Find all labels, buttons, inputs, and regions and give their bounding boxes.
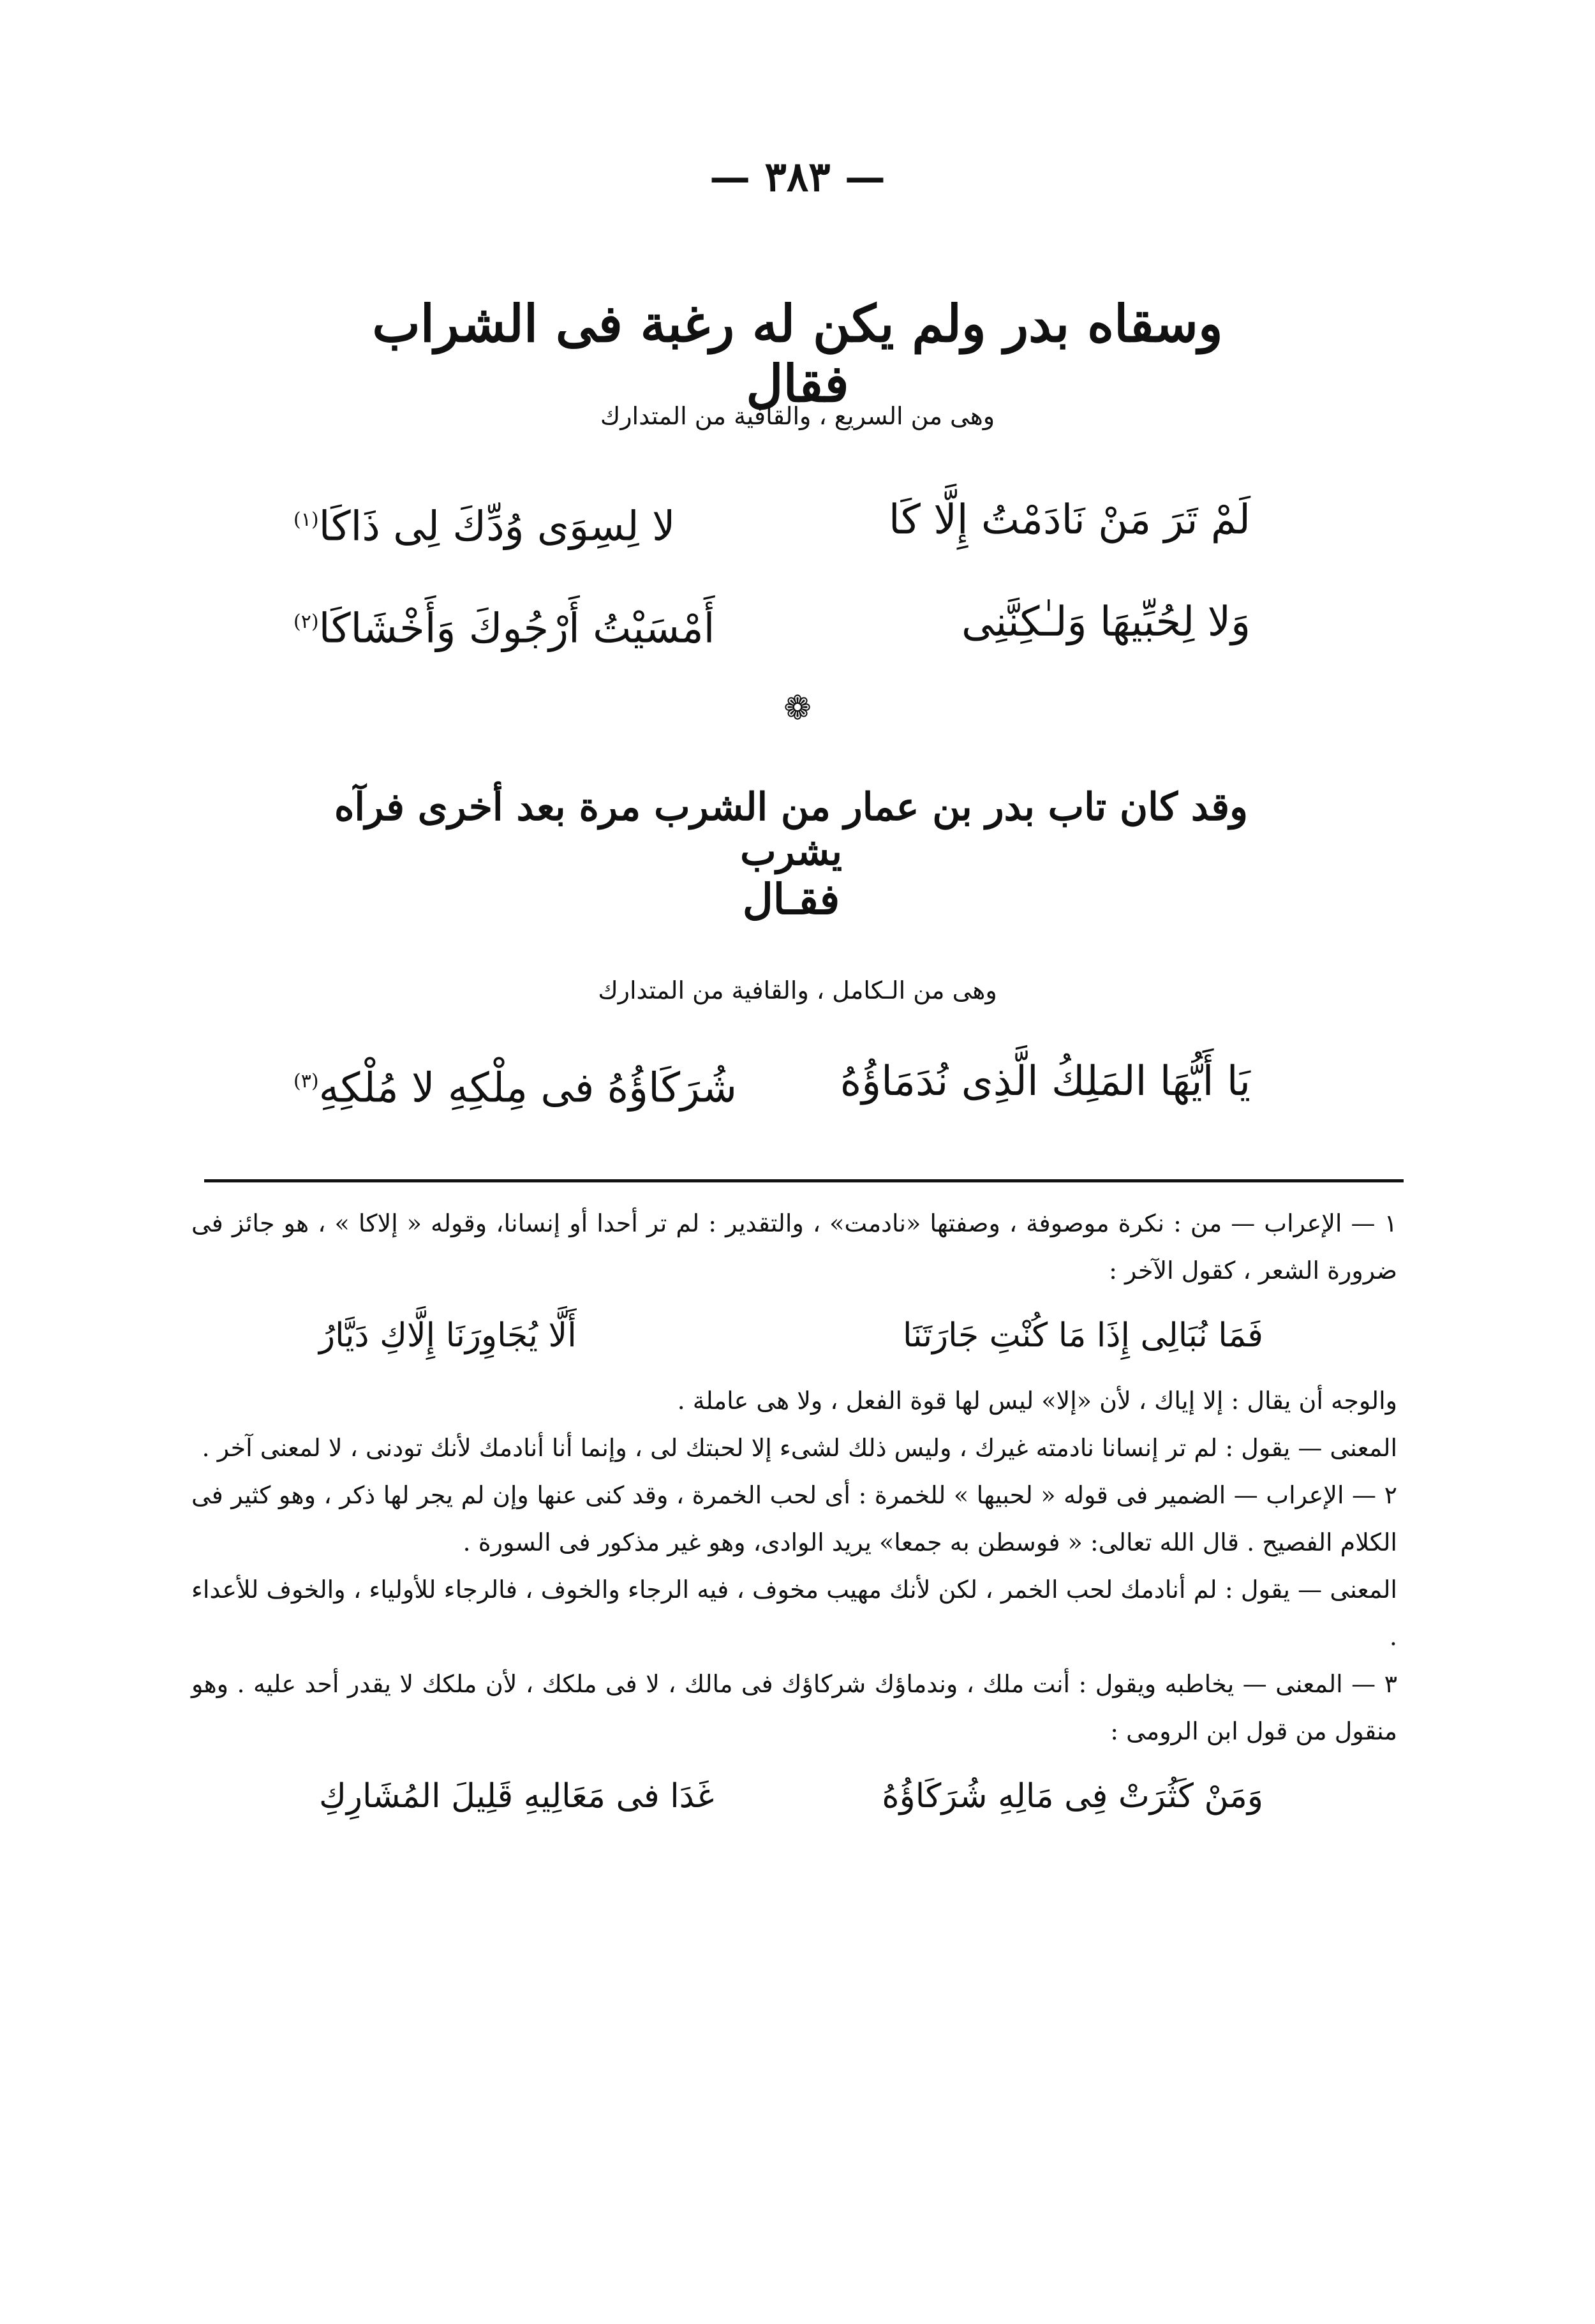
footnote-divider <box>204 1179 1404 1182</box>
poem-verse-2 <box>293 587 1250 657</box>
verse-hemistich: يَا أَيُّهَا المَلِكُ الَّذِى نُدَمَاؤُهُ <box>840 1058 1250 1105</box>
cited-verse <box>191 1755 1397 1838</box>
footnote-marker: (١) <box>293 509 319 531</box>
footnotes <box>191 1200 1397 1838</box>
footnote-marker: (٢) <box>293 611 319 633</box>
verse-hemistich: لَمْ تَرَ مَنْ نَادَمْتُ إِلَّا كَا <box>888 496 1250 544</box>
verse-hemistich: فَمَا نُبَالِى إِذَا مَا كُنْتِ جَارَتَنَا <box>903 1316 1263 1355</box>
meter-note: وهى من السريع ، والقافية من المتدارك <box>600 402 995 430</box>
poem-verse-1 <box>293 485 1250 555</box>
verse-hemistich: شُرَكَاؤُهُ فى مِلْكِهِ لا مُلْكِهِ$^{(٣)}$ <box>293 1064 737 1112</box>
footnote-paragraph: ٣ — المعنى — يخاطبه ويقول : أنت ملك ، وندماؤك شركاؤك فى مالك ، لا فى ملكك ، لأن ملكك لا يقدر أحد عليه . وهو منقول من قول ابن الرومى : <box>191 1670 1397 1745</box>
footnote-marker: (٣) <box>293 1070 319 1092</box>
meter-note: وهى من الـكامل ، والقافية من المتدارك <box>598 976 997 1004</box>
narrative-line: فقـال <box>742 874 840 924</box>
footnote-paragraph: والوجه أن يقال : إلا إياك ، لأن «إلا» ليس لها قوة الفعل ، ولا هى عاملة . <box>677 1387 1397 1415</box>
page-number: — ٣٨٣ — <box>709 153 886 201</box>
verse-hemistich: أَمْسَيْتُ أَرْجُوكَ وَأَخْشَاكَا$^{(٢)}$ <box>293 605 715 653</box>
footnote-paragraph: المعنى — يقول : لم تر إنسانا نادمته غيرك ، وليس ذلك لشىء إلا لحبتك لى ، وإنما أنا أنادمك لأنك تودنى ، لا لمعنى آخر . <box>202 1434 1397 1462</box>
verse-hemistich: أَلَّا يُجَاوِرَنَا إِلَّاكِ دَيَّارُ <box>319 1316 577 1355</box>
poem-verse-3 <box>293 1047 1250 1117</box>
footnote-paragraph: ٢ — الإعراب — الضمير فى قوله « لحبيها » للخمرة : أى لحب الخمرة ، وقد كنى عنها وإن لم يجر لها ذكر ، وهو كثير فى الكلام الفصيح . قال الله تعالى: « فوسطن به جمعا» يريد الوادى، وهو غير مذكور فى السورة . <box>191 1481 1397 1556</box>
section-title: وسقاه بدر ولم يكن له رغبة فى الشراب فقال <box>372 294 1223 413</box>
footnote-paragraph: ١ — الإعراب — من : نكرة موصوفة ، وصفتها «نادمت» ، والتقدير : لم تر أحدا أو إنسانا، وقوله « إلاكا » ، هو جائز فى ضرورة الشعر ، كقول الآخر : <box>191 1209 1397 1285</box>
verse-hemistich: لا لِسِوَى وُدِّكَ لِى ذَاكَا$^{(١)}$ <box>293 503 676 551</box>
narrative-line: وقد كان تاب بدر بن عمار من الشرب مرة بعد أخرى فرآه يشرب <box>334 785 1248 874</box>
cited-verse <box>191 1294 1397 1377</box>
footnote-paragraph: المعنى — يقول : لم أنادمك لحب الخمر ، لكن لأنك مهيب مخوف ، فيه الرجاء والخوف ، فالرجاء للأولياء ، والخوف للأعداء . <box>191 1575 1397 1651</box>
verse-hemistich: غَدَا فى مَعَالِيهِ قَلِيلَ المُشَارِكِ <box>319 1777 715 1815</box>
ornament-separator: ❁ <box>783 689 812 727</box>
verse-hemistich: وَلا لِحُبِّيهَا وَلـٰكِنَّنِى <box>961 599 1250 646</box>
verse-hemistich: وَمَنْ كَثُرَتْ فِى مَالِهِ شُرَكَاؤُهُ <box>882 1777 1263 1815</box>
